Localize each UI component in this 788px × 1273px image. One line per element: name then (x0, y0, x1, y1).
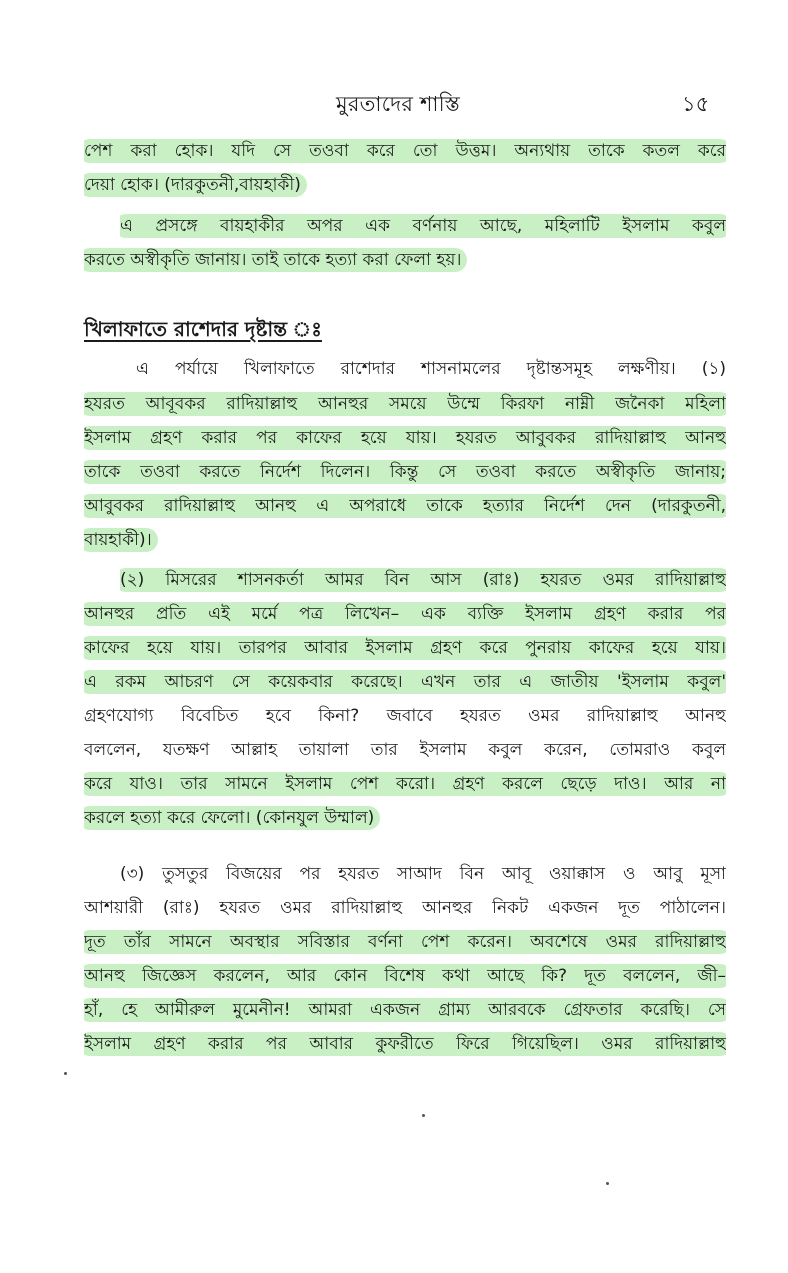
scan-speck (606, 1182, 609, 1185)
highlighted-text: দূত তাঁর সামনে অবস্থার সবিস্তার বর্ণনা পেশ করেন। অবশেষে ওমর রাদিয়াল্লাহু (84, 930, 726, 954)
scan-speck (422, 1114, 425, 1117)
highlighted-text: এ প্রসঙ্গে বায়হাকীর অপর এক বর্ণনায় আছে, মহিলাটি ইসলাম কবুল (120, 214, 726, 238)
text-line (84, 1027, 726, 1061)
text-line (84, 455, 726, 489)
highlighted-text: কাফের হয়ে যায়। তারপর আবার ইসলাম গ্রহণ করে পুনরায় কাফের হয়ে যায়। (84, 636, 726, 660)
text-line (84, 631, 726, 665)
highlighted-text: পেশ করা হোক। যদি সে তওবা করে তো উত্তম। অন্যথায় তাকে কতল করে (84, 139, 726, 163)
text-line (120, 563, 726, 597)
highlighted-text: আবুবকর রাদিয়াল্লাহু আনহু এ অপরাধে তাকে হত্যার নির্দেশ দেন (দারকুতনী, (84, 494, 726, 518)
highlighted-text: হযরত আবূবকর রাদিয়াল্লাহু আনহুর সময়ে উম্মে কিরফা নাম্নী জনৈকা মহিলা (84, 392, 726, 416)
highlighted-text: আনহু জিজ্ঞেস করলেন, আর কোন বিশেষ কথা আছে কি? দূত বললেন, জী– (84, 964, 726, 988)
text-line (84, 801, 726, 835)
text-line (84, 665, 726, 699)
scan-speck (64, 1072, 67, 1075)
text-line (84, 597, 726, 631)
highlighted-text: আনহুর প্রতি এই মর্মে পত্র লিখেন– এক ব্যক্তি ইসলাম গ্রহণ করার পর (84, 602, 726, 626)
text-line (84, 993, 726, 1027)
text-line (84, 959, 726, 993)
text-line (84, 489, 726, 523)
text-line (84, 387, 726, 421)
running-header (0, 84, 788, 118)
highlighted-text: বায়হাকী)। (84, 528, 158, 552)
highlighted-text: দেয়া হোক। (দারকুতনী,বায়হাকী) (84, 173, 307, 197)
text-line (84, 925, 726, 959)
text-line (84, 168, 726, 202)
text-line: গ্রহণযোগ্য বিবেচিত হবে কিনা? জবাবে হযরত ওমর রাদিয়াল্লাহু আনহু (84, 706, 726, 726)
text-line: বললেন, যতক্ষণ আল্লাহ তায়ালা তার ইসলাম কবুল করেন, তোমরাও কবুল (84, 740, 726, 760)
text-line: আশয়ারী (রাঃ) হযরত ওমর রাদিয়াল্লাহু আনহুর নিকট একজন দূত পাঠালেন। (84, 898, 726, 918)
highlighted-text: করলে হত্যা করে ফেলো। (কোনযুল উম্মাল) (84, 806, 380, 830)
highlighted-text: এ রকম আচরণ সে কয়েকবার করেছে। এখন তার এ জাতীয় 'ইসলাম কবুল' (84, 670, 726, 694)
highlighted-text: হাঁ, হে আমীরুল মুমেনীন! আমরা একজন গ্রাম্য আরবকে গ্রেফতার করেছি। সে (84, 998, 726, 1022)
text-line (84, 134, 726, 168)
text-line (84, 243, 726, 277)
page-number: ১৫ (682, 92, 710, 116)
text-line (84, 767, 726, 801)
highlighted-text: তাকে তওবা করতে নির্দেশ দিলেন। কিন্তু সে তওবা করতে অস্বীকৃতি জানায়; (84, 460, 726, 484)
highlighted-text: ইসলাম গ্রহণ করার পর কাফের হয়ে যায়। হযরত আবুবকর রাদিয়াল্লাহু আনহু (84, 426, 726, 450)
text-line (120, 209, 726, 243)
highlighted-text: ইসলাম গ্রহণ করার পর আবার কুফরীতে ফিরে গিয়েছিল। ওমর রাদিয়াল্লাহু (84, 1032, 726, 1056)
highlighted-text: (২) মিসরের শাসনকর্তা আমর বিন আস (রাঃ) হযরত ওমর রাদিয়াল্লাহু (120, 568, 726, 592)
section-heading: খিলাফাতে রাশেদার দৃষ্টান্ত ঃ (84, 317, 322, 341)
text-line (84, 523, 726, 557)
highlighted-text: করতে অস্বীকৃতি জানায়। তাই তাকে হত্যা করা ফেলা হয়। (84, 248, 467, 272)
text-line (84, 421, 726, 455)
running-title: মুরতাদের শাস্তি (336, 92, 460, 116)
text-line: এ পর্যায়ে খিলাফাতে রাশেদার শাসনামলের দৃষ্টান্তসমূহ লক্ষণীয়। (১) (136, 359, 726, 379)
text-line: (৩) তুসতুর বিজয়ের পর হযরত সাআদ বিন আবূ ওয়াক্কাস ও আবু মূসা (120, 864, 726, 884)
highlighted-text: করে যাও। তার সামনে ইসলাম পেশ করো। গ্রহণ করলে ছেড়ে দাও। আর না (84, 772, 726, 796)
